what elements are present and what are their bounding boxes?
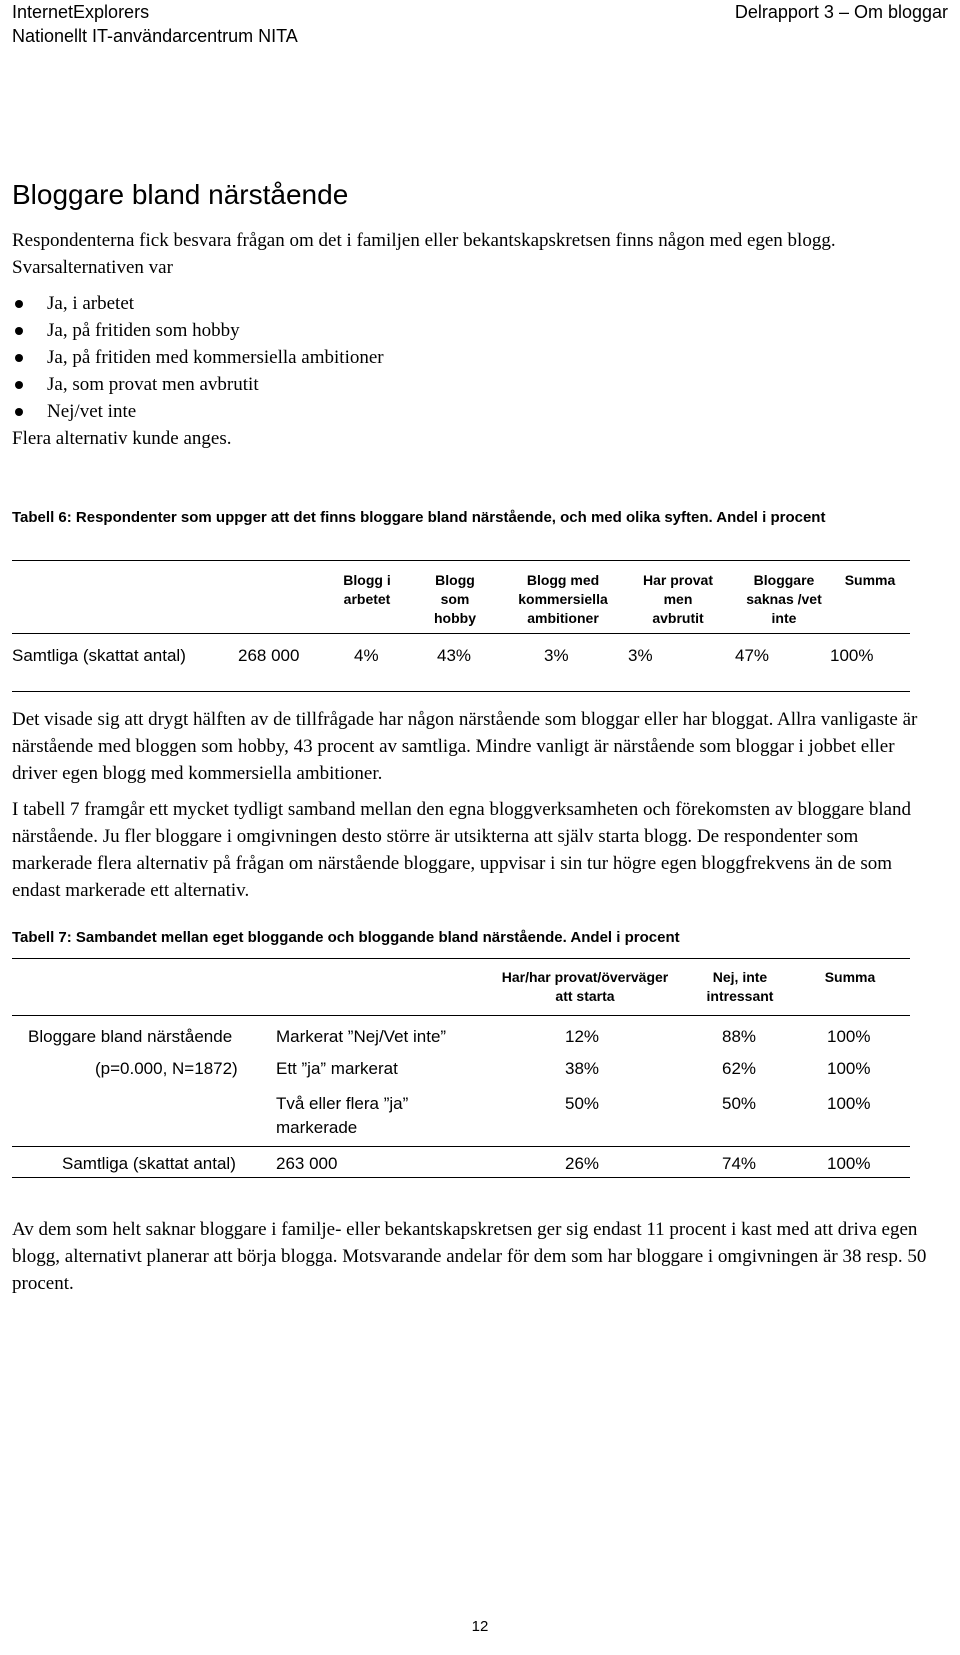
answer-options-list [12, 290, 384, 425]
list-item: Ja, på fritiden med kommersiella ambitioner [12, 344, 384, 371]
table7-total-rule [12, 1146, 910, 1147]
list-item: Ja, på fritiden som hobby [12, 317, 384, 344]
row-count: 268 000 [238, 646, 300, 665]
table-cell: 62% [722, 1059, 757, 1078]
table6 [12, 560, 910, 692]
table-cell: 100% [827, 1154, 871, 1173]
table-cell: 88% [722, 1027, 757, 1046]
paragraph: I tabell 7 framgår ett mycket tydligt samband mellan den egna bloggverksamheten och förekomsten av bloggare bland närstående. Ju fler bloggare i omgivningen desto större är utsikterna att själv starta blogg. De respondenter som markerade flera alternativ på frågan om närstående bloggare, uppvisar i sin tur högre egen bloggfrekvens än de som endast markerade ett alternativ. [12, 799, 912, 901]
list-item: Ja, i arbetet [12, 290, 384, 317]
results-text [12, 706, 942, 913]
header-org-full: Nationellt IT-användarcentrum NITA [12, 26, 298, 46]
table7-header-cell: Nej, inte intressant [706, 969, 774, 1004]
table6-divider [12, 633, 910, 634]
table-cell: 47% [735, 646, 770, 665]
paragraph: Det visade sig att drygt hälften av de tillfrågade har någon närstående som bloggar eller har bloggat. Allra vanligaste är närstående med bloggen som hobby, 43 procent av samtliga. Mindre vanligt är närstående som bloggar i jobbet eller driver egen blogg med kommersiella ambitioner. [12, 709, 918, 784]
intro-text: Respondenterna fick besvara frågan om det i familjen eller bekantskapskretsen finns någon med egen blogg. Svarsalternativen var [12, 230, 836, 278]
table6-header-cell: Blogg i arbetet [343, 572, 391, 607]
table-cell: 100% [827, 1059, 871, 1078]
table-cell: 3% [628, 646, 653, 665]
table-cell: 100% [830, 646, 874, 665]
table-cell: 26% [565, 1154, 600, 1173]
row-label: Markerat ”Nej/Vet inte” [276, 1027, 447, 1046]
table-cell: 100% [827, 1027, 871, 1046]
closing-text [12, 1216, 942, 1306]
row-count: 263 000 [276, 1154, 338, 1173]
group-statistics: (p=0.000, N=1872) [95, 1059, 238, 1078]
table6-header-cell: Bloggare saknas /vet inte [746, 572, 822, 626]
row-label: Ett ”ja” markerat [276, 1059, 398, 1078]
header-org: InternetExplorers [12, 2, 150, 22]
table6-header-cell: Har provat men avbrutit [642, 572, 714, 626]
row-label: Samtliga (skattat antal) [12, 646, 186, 665]
table-cell: 12% [565, 1027, 600, 1046]
table6-caption: Tabell 6: Respondenter som uppger att det finns bloggare bland närstående, och med olika syften. Andel i procent [12, 509, 826, 526]
table6-header-cell: Blogg med kommersiella ambitioner [518, 572, 608, 626]
table-cell: 3% [544, 646, 569, 665]
table7-divider [12, 1015, 910, 1016]
group-label: Bloggare bland närstående [28, 1027, 233, 1046]
table-cell: 50% [722, 1094, 757, 1113]
table7-header-cell: Summa [824, 969, 876, 985]
table-cell: 38% [565, 1059, 600, 1078]
table7-bottom-rule [12, 1177, 910, 1178]
table-cell: 4% [354, 646, 379, 665]
table-cell: 100% [827, 1094, 871, 1113]
list-item: Nej/vet inte [12, 398, 384, 425]
paragraph: Av dem som helt saknar bloggare i familje- eller bekantskapskretsen ger sig endast 11 procent i kast med att driva egen blogg, alternativt planerar att börja blogga. Motsvarande andelar för dem som har bloggare i omgivningen är 38 resp. 50 procent. [12, 1219, 927, 1294]
table6-header-cell: Summa [844, 572, 896, 588]
intro-paragraph [12, 227, 942, 290]
row-label: Två eller flera ”ja” markerade [276, 1094, 409, 1137]
table7-caption: Tabell 7: Sambandet mellan eget bloggande och bloggande bland närstående. Andel i procent [12, 929, 680, 946]
page-number: 12 [471, 1618, 489, 1635]
table6-header-cell: Blogg som hobby [434, 572, 476, 626]
table7-top-rule [12, 958, 910, 959]
section-title: Bloggare bland närstående [12, 179, 349, 210]
table-cell: 43% [437, 646, 472, 665]
header-report-title: Delrapport 3 – Om bloggar [734, 2, 948, 22]
table7-header-cell: Har/har provat/överväger att starta [501, 969, 669, 1004]
multiple-choice-note: Flera alternativ kunde anges. [12, 428, 232, 449]
table7 [12, 958, 910, 1178]
list-item: Ja, som provat men avbrutit [12, 371, 384, 398]
table-cell: 74% [722, 1154, 757, 1173]
row-label: Samtliga (skattat antal) [62, 1154, 236, 1173]
table-cell: 50% [565, 1094, 600, 1113]
header-left [12, 0, 298, 48]
